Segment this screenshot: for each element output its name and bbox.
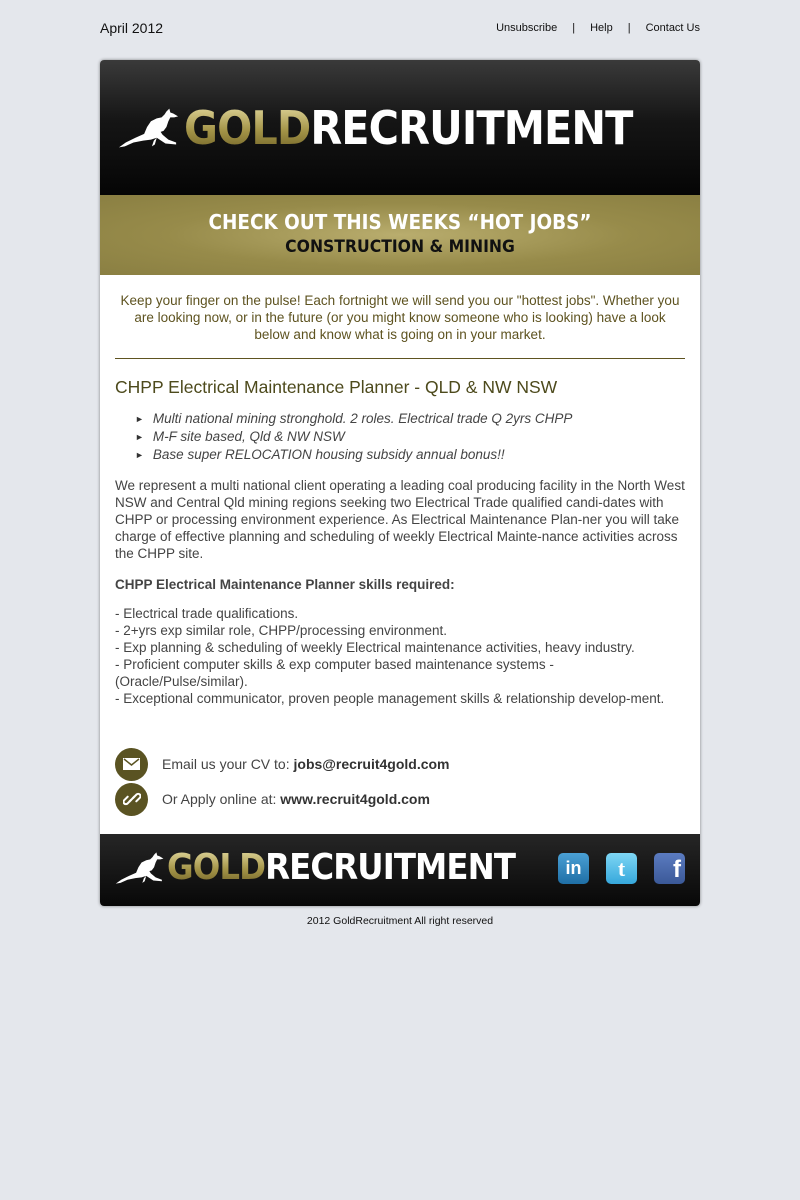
link-separator: | <box>627 22 631 34</box>
bullet-triangle-icon: ► <box>135 450 144 460</box>
requirement-item: - Proficient computer skills & exp computer based maintenance systems - (Oracle/Pulse/similar). <box>115 657 554 689</box>
footer-brand-logo[interactable] <box>115 847 554 888</box>
kangaroo-icon <box>115 851 165 885</box>
email-link[interactable]: jobs@recruit4gold.com <box>293 756 450 772</box>
logo-white-text: RECRUITMENT <box>265 847 516 888</box>
footer <box>100 834 700 906</box>
link-separator: | <box>572 22 576 34</box>
list-item <box>135 446 700 464</box>
apply-contact-text <box>162 791 430 807</box>
top-bar <box>100 18 700 42</box>
highlight-text: Multi national mining stronghold. 2 roles. Electrical trade Q 2yrs CHPP <box>152 411 573 426</box>
intro-text: Keep your finger on the pulse! Each fortnight we will send you our "hottest jobs". Whether you are looking now, or in the future (or you might know someone who is looking) have a look below and know what is going on in your market. <box>115 292 685 359</box>
requirement-item: - Exp planning & scheduling of weekly Electrical maintenance activities, heavy industry. <box>115 640 635 655</box>
header <box>100 60 700 195</box>
social-links <box>541 853 685 884</box>
logo-white-text: RECRUITMENT <box>310 100 633 155</box>
link-chain-icon <box>115 783 148 816</box>
help-link[interactable]: Help <box>590 22 613 34</box>
logo-wordmark <box>183 100 633 155</box>
website-link[interactable]: www.recruit4gold.com <box>280 791 430 807</box>
copyright-text: 2012 GoldRecruitment All right reserved <box>306 915 494 927</box>
kangaroo-icon <box>118 107 180 149</box>
requirement-item: - Electrical trade qualifications. <box>115 606 299 621</box>
facebook-icon[interactable]: f <box>654 853 685 884</box>
envelope-icon <box>115 748 148 781</box>
apply-label: Or Apply online at: <box>162 791 277 807</box>
email-label: Email us your CV to: <box>162 756 290 772</box>
highlight-text: M-F site based, Qld & NW NSW <box>152 429 345 444</box>
requirement-item: - Exceptional communicator, proven people management skills & relationship develop-ment. <box>115 691 665 706</box>
highlight-text: Base super RELOCATION housing subsidy annual bonus!! <box>152 447 505 462</box>
issue-date: April 2012 <box>100 20 164 36</box>
newsletter-card <box>100 60 700 906</box>
logo-gold-text: GOLD <box>167 847 266 888</box>
email-contact-row <box>115 747 685 781</box>
twitter-icon[interactable]: t <box>606 853 637 884</box>
brand-logo[interactable] <box>118 100 682 155</box>
contact-us-link[interactable]: Contact Us <box>645 22 700 34</box>
bullet-triangle-icon: ► <box>135 414 144 424</box>
job-description: We represent a multi national client operating a leading coal producing facility in the North West NSW and Central Qld mining regions seeking two Electrical Trade qualified candi-dates with CHPP or processing environment experience. As Electrical Maintenance Plan-ner you will take charge of effective planning and scheduling of weekly Electrical Mainte-nance activities across the CHPP site. <box>115 478 685 561</box>
requirement-item: - 2+yrs exp similar role, CHPP/processing environment. <box>115 623 447 638</box>
job-highlights <box>100 410 700 464</box>
banner-subtitle: CONSTRUCTION & MINING <box>285 237 515 257</box>
list-item <box>135 410 700 428</box>
bullet-triangle-icon: ► <box>135 432 144 442</box>
hot-jobs-banner <box>100 195 700 275</box>
apply-contact-row <box>115 782 685 816</box>
banner-title: CHECK OUT THIS WEEKS “HOT JOBS” <box>208 210 592 234</box>
skills-heading: CHPP Electrical Maintenance Planner skills required: <box>115 577 455 592</box>
list-item <box>135 428 700 446</box>
linkedin-icon[interactable]: in <box>558 853 589 884</box>
job-title[interactable]: CHPP Electrical Maintenance Planner - QLD & NW NSW <box>115 377 558 397</box>
logo-gold-text: GOLD <box>183 100 311 155</box>
unsubscribe-link[interactable]: Unsubscribe <box>496 22 558 34</box>
requirements-list <box>115 605 685 707</box>
email-contact-text <box>162 756 450 772</box>
top-links <box>496 22 700 34</box>
logo-wordmark <box>167 847 516 888</box>
